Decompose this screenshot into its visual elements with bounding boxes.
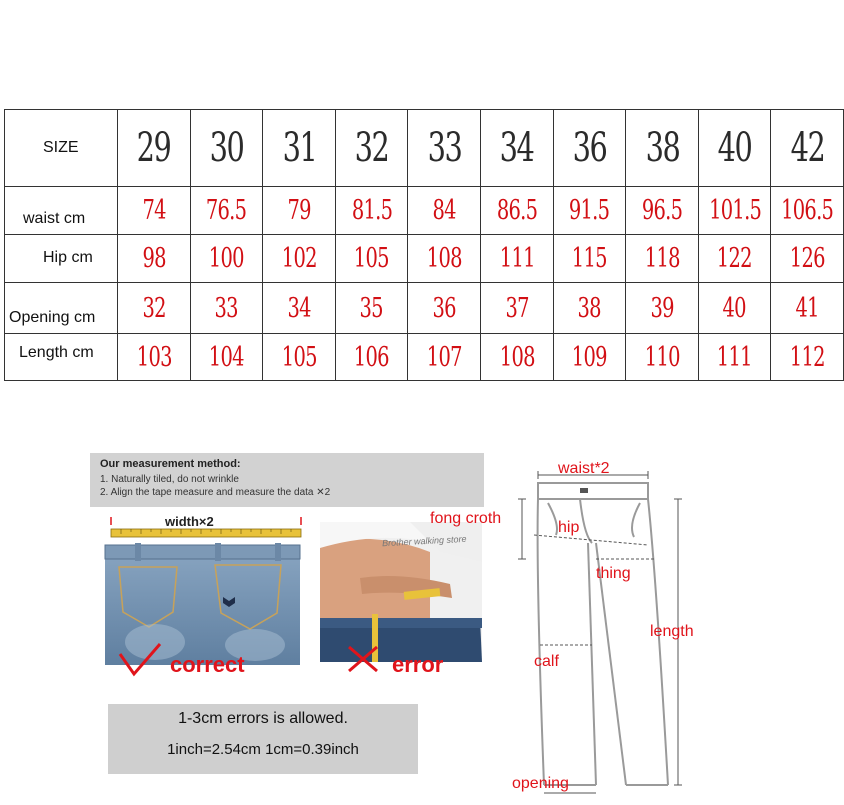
row-label-hip: Hip cm <box>5 235 118 283</box>
row-label-waist: waist cm <box>5 187 118 235</box>
row-label-length: Length cm <box>5 334 118 381</box>
table-cell: 41 <box>771 283 844 334</box>
table-row-opening <box>5 283 844 334</box>
size-chart-table <box>4 109 844 381</box>
method-title: Our measurement method: <box>100 458 241 470</box>
size-cell: 29 <box>118 110 191 187</box>
size-cell: 33 <box>408 110 481 187</box>
table-cell: 33 <box>190 283 263 334</box>
table-row-length <box>5 334 844 381</box>
table-cell: 74 <box>118 187 191 235</box>
table-cell: 118 <box>626 235 699 283</box>
table-cell: 115 <box>553 235 626 283</box>
size-cell: 42 <box>771 110 844 187</box>
table-cell: 86.5 <box>481 187 554 235</box>
cross-icon <box>346 644 380 674</box>
hip-label: hip <box>558 519 580 536</box>
table-cell: 38 <box>553 283 626 334</box>
error-label: error <box>392 652 444 677</box>
opening-label: opening <box>512 775 569 792</box>
table-cell: 91.5 <box>553 187 626 235</box>
table-cell: 37 <box>481 283 554 334</box>
table-cell: 35 <box>335 283 408 334</box>
table-cell: 112 <box>771 334 844 381</box>
table-cell: 103 <box>118 334 191 381</box>
size-header-label: SIZE <box>5 110 118 187</box>
method-step-1: 1. Naturally tiled, do not wrinkle <box>100 474 239 485</box>
table-cell: 108 <box>481 334 554 381</box>
tolerance-note: 1-3cm errors is allowed. <box>178 710 348 727</box>
size-cell: 32 <box>335 110 408 187</box>
calf-label: calf <box>534 653 559 670</box>
table-cell: 101.5 <box>698 187 771 235</box>
correct-label: correct <box>170 652 245 677</box>
thigh-label: thing <box>596 565 631 582</box>
table-cell: 109 <box>553 334 626 381</box>
table-cell: 100 <box>190 235 263 283</box>
size-cell: 36 <box>553 110 626 187</box>
table-cell: 108 <box>408 235 481 283</box>
length-label: length <box>650 623 694 640</box>
size-cell: 34 <box>481 110 554 187</box>
table-cell: 126 <box>771 235 844 283</box>
table-cell: 105 <box>263 334 336 381</box>
size-cell: 40 <box>698 110 771 187</box>
table-cell: 104 <box>190 334 263 381</box>
front-crotch-label: fong croth <box>430 510 502 527</box>
width-x2-label: width×2 <box>165 514 214 529</box>
method-step-2: 2. Align the tape measure and measure the data ✕2 <box>100 487 331 498</box>
watermark-text: Brother walking store <box>381 533 467 549</box>
table-cell: 106.5 <box>771 187 844 235</box>
table-cell: 107 <box>408 334 481 381</box>
table-cell: 81.5 <box>335 187 408 235</box>
table-cell: 32 <box>118 283 191 334</box>
table-cell: 40 <box>698 283 771 334</box>
table-cell: 34 <box>263 283 336 334</box>
checkmark-icon <box>118 642 162 676</box>
table-cell: 102 <box>263 235 336 283</box>
table-row-hip <box>5 235 844 283</box>
table-cell: 79 <box>263 187 336 235</box>
table-cell: 122 <box>698 235 771 283</box>
table-cell: 110 <box>626 334 699 381</box>
waist-label: waist*2 <box>558 460 610 477</box>
size-cell: 31 <box>263 110 336 187</box>
table-row-waist <box>5 187 844 235</box>
table-cell: 76.5 <box>190 187 263 235</box>
table-cell: 106 <box>335 334 408 381</box>
table-cell: 98 <box>118 235 191 283</box>
table-cell: 36 <box>408 283 481 334</box>
table-cell: 105 <box>335 235 408 283</box>
unit-conversion-note: 1inch=2.54cm 1cm=0.39inch <box>167 741 359 758</box>
table-cell: 111 <box>698 334 771 381</box>
pants-measurement-diagram <box>430 455 800 800</box>
size-cell: 30 <box>190 110 263 187</box>
table-cell: 96.5 <box>626 187 699 235</box>
table-cell: 39 <box>626 283 699 334</box>
size-cell: 38 <box>626 110 699 187</box>
table-cell: 84 <box>408 187 481 235</box>
row-label-opening: Opening cm <box>5 283 118 334</box>
table-cell: 111 <box>481 235 554 283</box>
